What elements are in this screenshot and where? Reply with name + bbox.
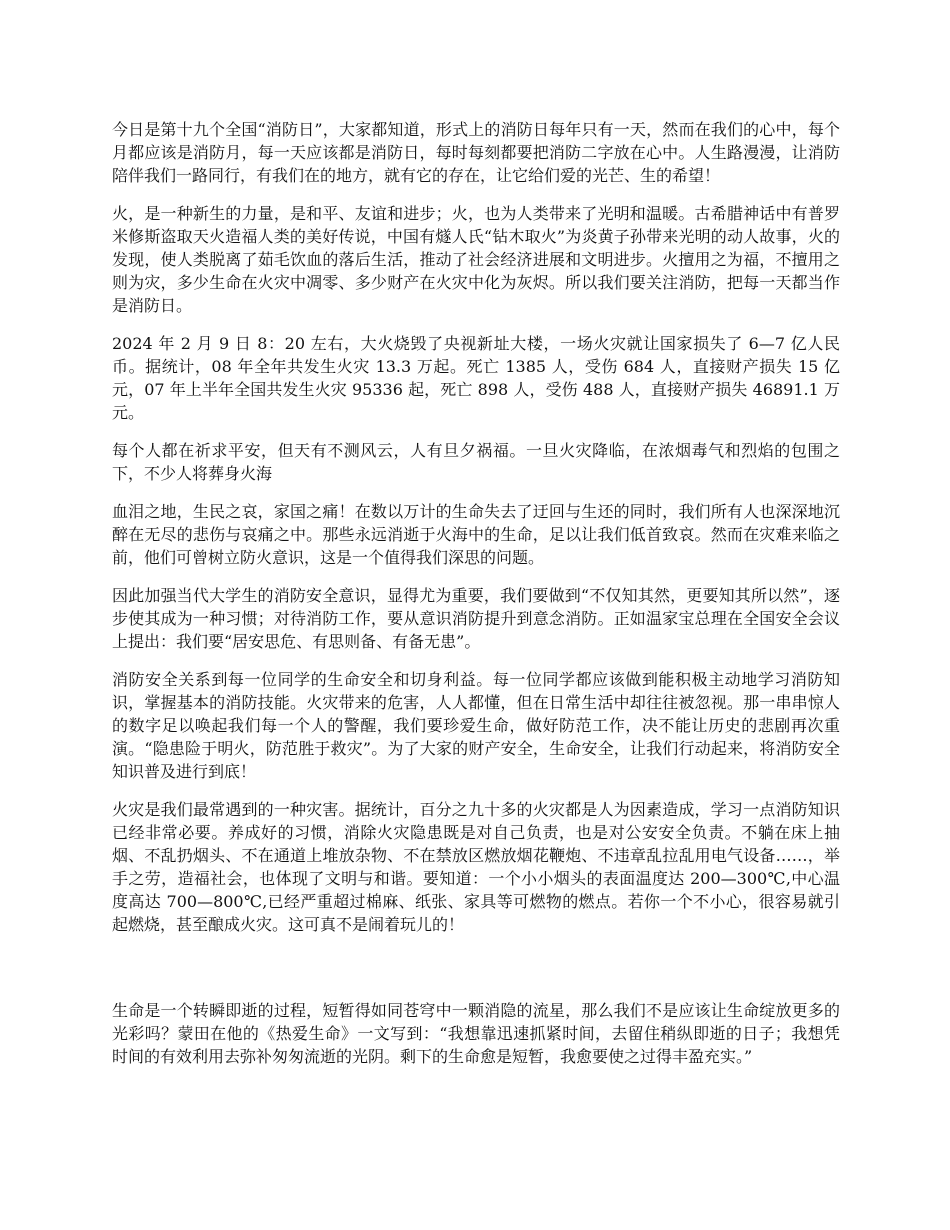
paragraph-1: 今日是第十九个全国“消防日”，大家都知道，形式上的消防日每年只有一天，然而在我们的心中，每个月都应该是消防月，每一天应该都是消防日，每时每刻都要把消防二字放在心中。人生路漫漫，让消防陪伴我们一路同行，有我们在的地方，就有它的存在，让它给们爱的光芒、生的希望！ xyxy=(112,120,840,185)
paragraph-2: 火，是一种新生的力量，是和平、友谊和进步；火，也为人类带来了光明和温暖。古希腊神话中有普罗米修斯盗取天火造福人类的美好传说，中国有燧人氏“钻木取火”为炎黄子孙带来光明的动人故事，火的发现，使人类脱离了茹毛饮血的落后生活，推动了社会经济进展和文明进步。火擅用之为福，不擅用之则为灾，多少生命在火灾中凋零、多少财产在火灾中化为灰烬。所以我们要关注消防，把每一天都当作是消防日。 xyxy=(112,204,840,315)
document-body xyxy=(112,118,840,1083)
paragraph-6: 因此加强当代大学生的消防安全意识，显得尤为重要，我们要做到“不仅知其然，更要知其所以然”，逐步使其成为一种习惯；对待消防工作，要从意识消防提升到意念消防。正如温家宝总理在全国安全会议上提出：我们要“居安思危、有思则备、有备无患”。 xyxy=(112,586,840,651)
paragraph-3: 2024 年 2 月 9 日 8：20 左右，大火烧毁了央视新址大楼，一场火灾就让国家损失了 6—7 亿人民币。据统计，08 年全年共发生火灾 13.3 万起。死亡 1385 人，受伤 684 人，直接财产损失 15 亿元，07 年上半年全国共发生火灾 95336 起，死亡 898 人，受伤 488 人，直接财产损失 46891.1 万元。 xyxy=(112,334,840,422)
paragraph-8: 火灾是我们最常遇到的一种灾害。据统计，百分之九十多的火灾都是人为因素造成，学习一点消防知识已经非常必要。养成好的习惯，消除火灾隐患既是对自己负责，也是对公安安全负责。不躺在床上抽烟、不乱扔烟头、不在通道上堆放杂物、不在禁放区燃放烟花鞭炮、不违章乱拉乱用电气设备……，举手之劳，造福社会，也体现了文明与和谐。要知道：一个小小烟头的表面温度达 200—300℃,中心温度高达 700—800℃,已经严重超过棉麻、纸张、家具等可燃物的燃点。若你一个不小心，很容易就引起燃烧，甚至酿成火灾。这可真不是闹着玩儿的！ xyxy=(112,800,840,934)
paragraph-7: 消防安全关系到每一位同学的生命安全和切身利益。每一位同学都应该做到能积极主动地学习消防知识，掌握基本的消防技能。火灾带来的危害，人人都懂，但在日常生活中却往往被忽视。那一串串惊人的数字足以唤起我们每一个人的警醒，我们要珍爱生命，做好防范工作，决不能让历史的悲剧再次重演。“隐患险于明火，防范胜于救灾”。为了大家的财产安全，生命安全，让我们行动起来，将消防安全知识普及进行到底！ xyxy=(112,670,840,781)
paragraph-5: 血泪之地，生民之哀，家国之痛！在数以万计的生命失去了迂回与生还的同时，我们所有人也深深地沉醉在无尽的悲伤与哀痛之中。那些永远消逝于火海中的生命，足以让我们低首致哀。然而在灾难来临之前，他们可曾树立防火意识，这是一个值得我们深思的问题。 xyxy=(112,502,840,567)
paragraph-4: 每个人都在祈求平安，但天有不测风云，人有旦夕祸福。一旦火灾降临，在浓烟毒气和烈焰的包围之下，不少人将葬身火海 xyxy=(112,441,840,483)
paragraph-9: 生命是一个转瞬即逝的过程，短暂得如同苍穹中一颗消隐的流星，那么我们不是应该让生命绽放更多的光彩吗？蒙田在他的《热爱生命》一文写到：“我想靠迅速抓紧时间，去留住稍纵即逝的日子；我想凭时间的有效利用去弥补匆匆流逝的光阴。剩下的生命愈是短暂，我愈要使之过得丰盈充实。” xyxy=(112,1001,840,1066)
section-gap xyxy=(112,951,840,999)
